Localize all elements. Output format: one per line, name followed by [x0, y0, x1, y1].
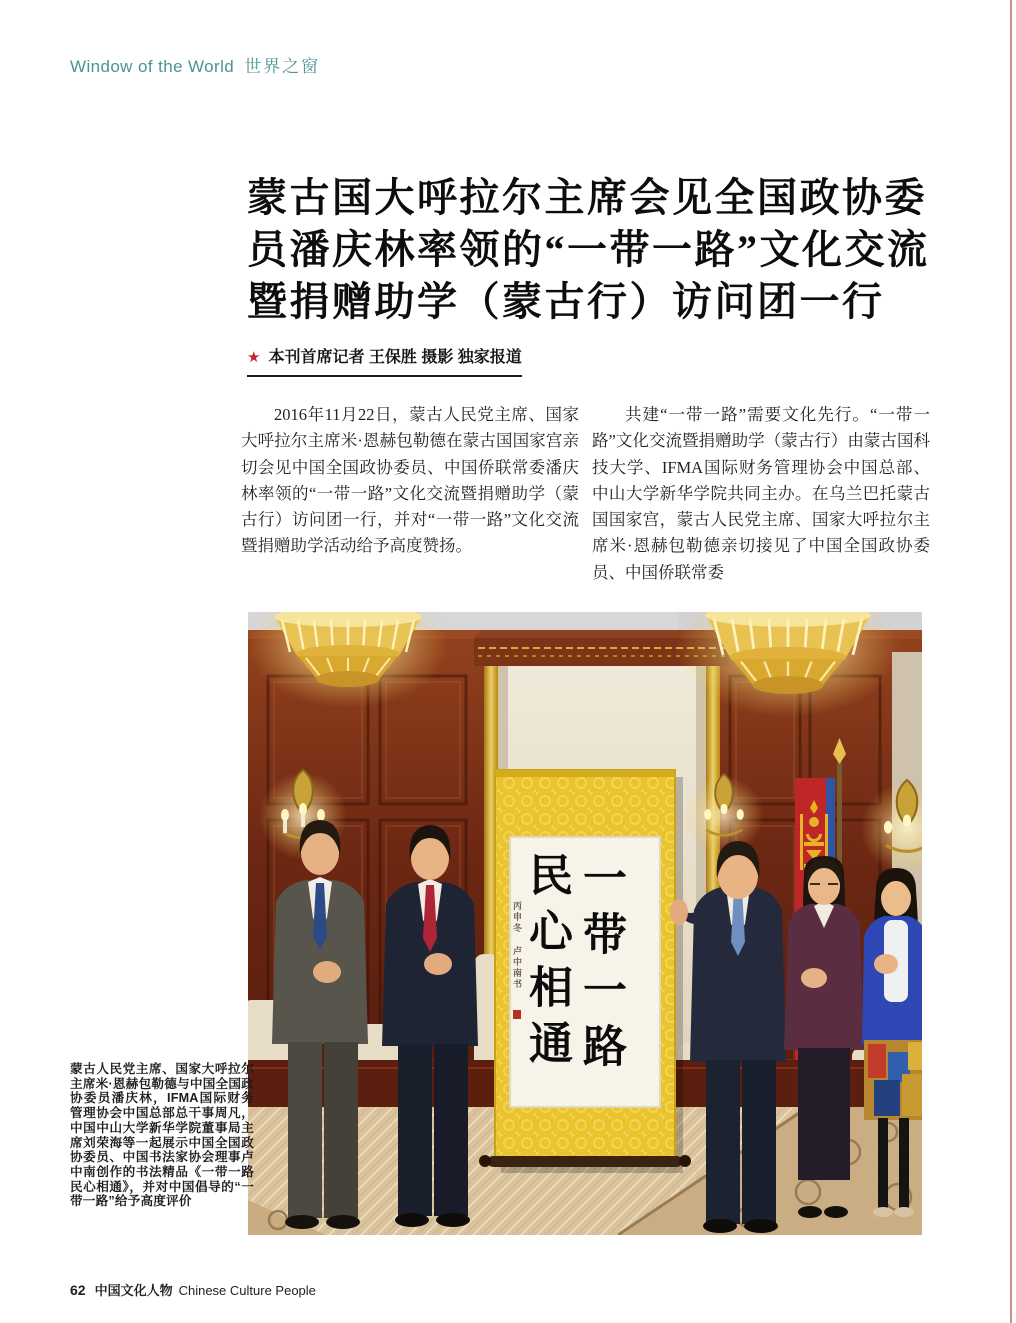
photo-caption: 蒙古人民党主席、国家大呼拉尔主席米·恩赫包勒德与中国全国政协委员潘庆林，IFMA国际财务管理协会中国总部总干事周凡，中国中山大学新华学院董事局主席刘荣海等一起展示中国全国政协委员、中国书法家协会理事卢中南创作的书法精品《一带一路 民心相通》，并对中国倡导的“一带一路”给予高度评价	[70, 1062, 254, 1209]
scroll-text-right-column: 一带一路	[575, 855, 626, 1079]
kicker-en: Window of the World	[70, 57, 235, 76]
dress-pattern	[864, 1040, 922, 1120]
section-kicker	[70, 52, 320, 77]
seal-stamp	[513, 1010, 521, 1019]
page-number: 62	[70, 1282, 86, 1298]
page-footer	[70, 1280, 316, 1299]
headline-line-3: 暨捐赠助学（蒙古行）访问团一行	[247, 279, 885, 324]
star-icon: ★	[247, 349, 261, 366]
headline-line-1: 蒙古国大呼拉尔主席会见全国政协委	[247, 175, 927, 220]
page-edge-line	[1010, 0, 1012, 1323]
news-photo	[248, 612, 922, 1235]
scroll-signature: 丙申冬 卢中南书	[512, 901, 522, 990]
footer-en: Chinese Culture People	[178, 1283, 316, 1298]
byline	[247, 344, 522, 377]
article-headline	[247, 172, 937, 328]
byline-text: 本刊首席记者 王保胜 摄影 独家报道	[268, 349, 522, 366]
body-column-2: 共建“一带一路”需要文化先行。“一带一路”文化交流暨捐赠助学（蒙古行）由蒙古国科技大学、IFMA国际财务管理协会中国总部、中山大学新华学院共同主办。在乌兰巴托蒙古国国家宫，蒙古人民党主席、国家大呼拉尔主席米·恩赫包勒德亲切接见了中国全国政协委员、中国侨联常委	[592, 405, 930, 582]
scroll-text-left-column: 民心相通	[521, 852, 572, 1076]
footer-zh: 中国文化人物	[94, 1283, 173, 1298]
body-column-1: 2016年11月22日，蒙古人民党主席、国家大呼拉尔主席米·恩赫包勒德在蒙古国国家宫亲切会见中国全国政协委员、中国侨联常委潘庆林率领的“一带一路”文化交流暨捐赠助学（蒙古行）访问团一行，并对“一带一路”文化交流暨捐赠助学活动给予高度赞扬。	[241, 405, 579, 556]
headline-line-2: 员潘庆林率领的“一带一路”文化交流	[247, 227, 930, 272]
kicker-zh: 世界之窗	[244, 57, 321, 76]
